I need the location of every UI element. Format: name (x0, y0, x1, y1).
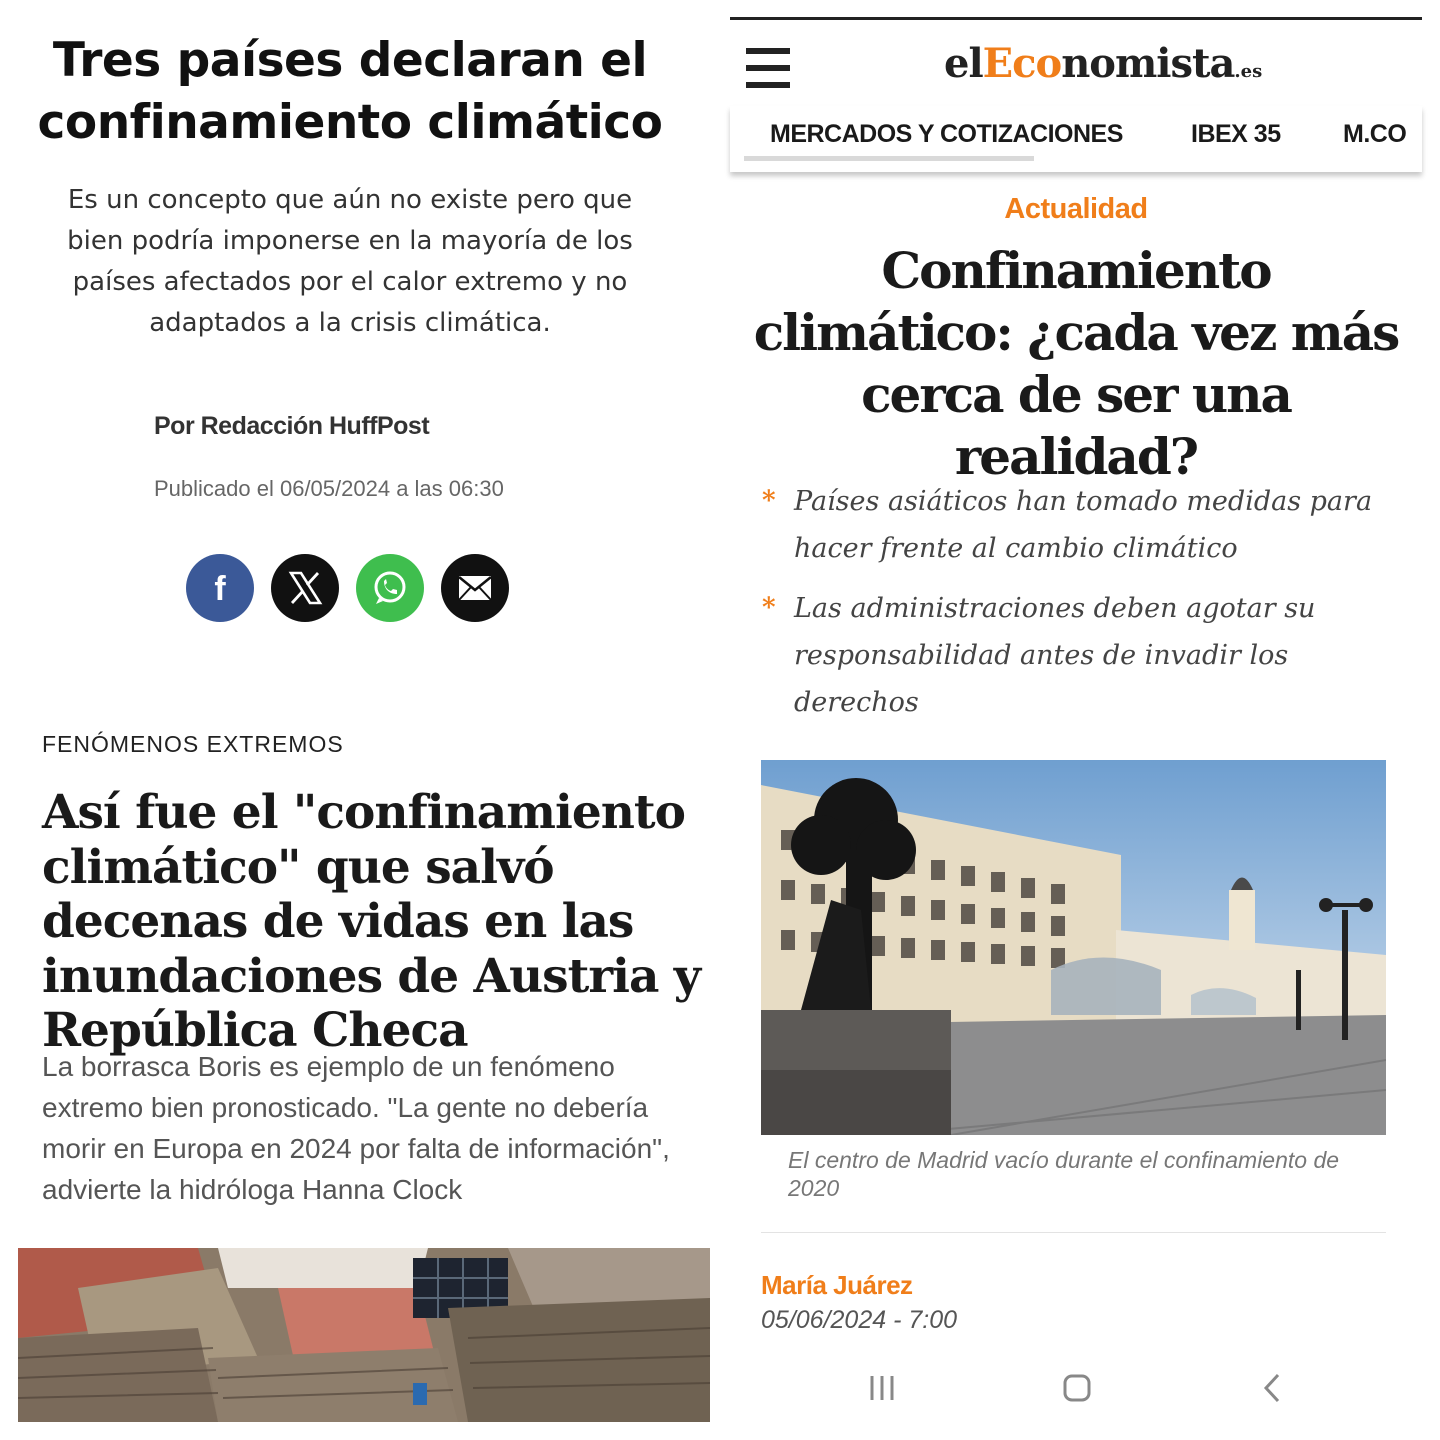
svg-text:f: f (214, 571, 226, 605)
x-icon (287, 570, 323, 606)
huffpost-author[interactable]: Por Redacción HuffPost (154, 412, 430, 440)
facebook-icon (205, 571, 235, 605)
article-kicker[interactable]: Actualidad (1004, 193, 1148, 225)
top-divider (730, 17, 1422, 20)
eleconomista-panel (730, 0, 1440, 1440)
summary-bullet (762, 478, 1412, 572)
summary-bullet (762, 585, 1412, 726)
rooftops-illustration (18, 1248, 710, 1422)
menu-button[interactable] (746, 48, 790, 88)
nav-tab-mercados[interactable]: MERCADOS Y COTIZACIONES (770, 120, 1123, 148)
whatsapp-icon (371, 569, 409, 607)
section-navbar (730, 106, 1422, 172)
article-section-label[interactable]: FENÓMENOS EXTREMOS (42, 731, 344, 757)
huffpost-publish-date: Publicado el 06/05/2024 a las 06:30 (154, 476, 504, 501)
article-author-link[interactable]: María Juárez (761, 1270, 913, 1300)
logo-prefix: el (944, 40, 983, 87)
article-date: 05/06/2024 - 7:00 (761, 1306, 957, 1334)
share-whatsapp-button[interactable] (356, 554, 424, 622)
nav-tab-mco[interactable]: M.CO (1343, 120, 1407, 148)
bullet-text: Las administraciones deben agotar su responsabilidad antes de invadir los derechos (794, 593, 1316, 718)
logo-accent: Eco (982, 40, 1062, 87)
logo-rest: nomista (1061, 40, 1235, 87)
article-description: La borrasca Boris es ejemplo de un fenómeno extremo bien pronosticado. "La gente no debería morir en Europa en 2024 por falta de información", advierte la hidróloga Hanna Clock (42, 1051, 670, 1205)
hamburger-bar (746, 65, 790, 71)
share-email-button[interactable] (441, 554, 509, 622)
eleconomista-headline: Confinamiento climático: ¿cada vez más cerca de ser una realidad? (753, 241, 1399, 486)
back-button[interactable] (1242, 1360, 1302, 1416)
recents-button[interactable] (852, 1360, 912, 1416)
rooftops-photo[interactable] (18, 1248, 710, 1422)
active-tab-indicator (744, 156, 1034, 161)
nav-tab-ibex35[interactable]: IBEX 35 (1191, 120, 1281, 148)
hamburger-bar (746, 48, 790, 54)
summary-bullets (762, 478, 1412, 739)
android-navigation-bar (730, 1360, 1422, 1416)
logo-tld: .es (1234, 61, 1263, 82)
huffpost-subtitle: Es un concepto que aún no existe pero que bien podría imponerse en la mayoría de los países afectados por el calor extremo y no adaptados a la crisis climática. (67, 185, 633, 338)
article-headline[interactable]: Así fue el "confinamiento climático" que salvó decenas de vidas en las inundaciones de Austria y República Checa (42, 785, 701, 1058)
share-x-button[interactable] (271, 554, 339, 622)
mail-icon (457, 574, 493, 602)
back-icon (1261, 1372, 1283, 1404)
photo-caption: El centro de Madrid vacío durante el confinamiento de 2020 (788, 1147, 1340, 1201)
home-button[interactable] (1047, 1360, 1107, 1416)
bullet-star-icon: * (762, 593, 776, 623)
eleconomista-logo[interactable] (944, 40, 1262, 87)
madrid-square-illustration (761, 760, 1386, 1135)
home-icon (1062, 1373, 1092, 1403)
madrid-square-photo[interactable] (761, 760, 1386, 1135)
huffpost-headline[interactable]: Tres países declaran el confinamiento climático (37, 33, 663, 150)
bullet-text: Países asiáticos han tomado medidas para hacer frente al cambio climático (794, 486, 1373, 564)
share-facebook-button[interactable] (186, 554, 254, 622)
caption-divider (761, 1232, 1386, 1233)
recents-icon (867, 1374, 897, 1402)
bullet-star-icon: * (762, 486, 776, 516)
hamburger-bar (746, 82, 790, 88)
